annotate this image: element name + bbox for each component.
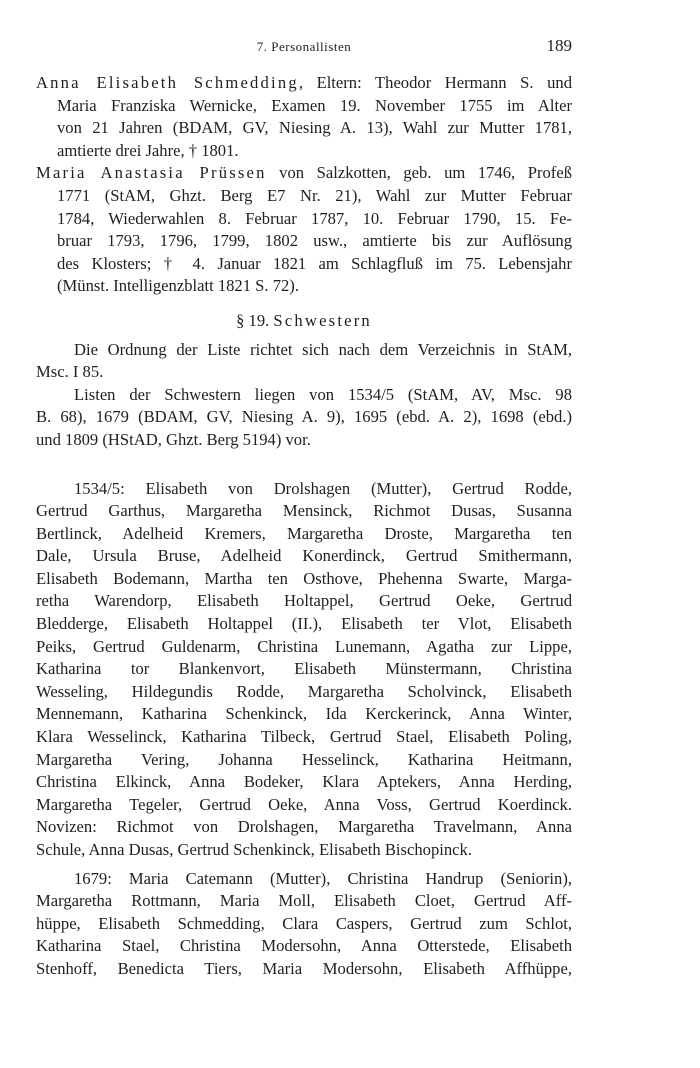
person-name: Maria Anastasia Prüssen (36, 163, 267, 183)
paragraph (36, 339, 572, 384)
text-line: Mennemann, Katharina Schenkinck, Ida Kerckerinck, Anna Winter, (36, 704, 572, 724)
text-line: Peiks, Gertrud Guldenarm, Christina Lunemann, Agatha zur Lippe, (36, 636, 572, 656)
text-line: amtierte drei Jahre, † 1801. (57, 140, 239, 160)
running-head: 7. Personallisten (256, 39, 352, 54)
page-body (36, 72, 572, 981)
text-line: Gertrud Garthus, Margaretha Mensinck, Richmot Dusas, Susanna (36, 501, 572, 521)
text-line: 1534/5: Elisabeth von Drolshagen (Mutter), Gertrud Rodde, (74, 478, 572, 498)
list-entry (36, 162, 572, 298)
text-line: Bledderge, Elisabeth Holtappel (II.), Elisabeth ter Vlot, Elisabeth (36, 614, 572, 634)
text-line: 1784, Wiederwahlen 8. Februar 1787, 10. Februar 1790, 15. Fe- (57, 208, 572, 228)
text-line: von 21 Jahren (BDAM, GV, Niesing A. 13), Wahl zur Mutter 1781, (57, 118, 572, 138)
text-line: hüppe, Elisabeth Schmedding, Clara Caspers, Gertrud zum Schlot, (36, 913, 572, 933)
text-line: bruar 1793, 1796, 1799, 1802 usw., amtierte bis zur Auflösung (57, 231, 572, 251)
text-line: Die Ordnung der Liste richtet sich nach dem Verzeichnis in StAM, (74, 339, 572, 359)
paragraph-list-1534 (36, 478, 572, 862)
text-line: Margaretha Vering, Johanna Hesselinck, Katharina Heitmann, (36, 749, 572, 769)
text-line: 1679: Maria Catemann (Mutter), Christina Handrup (Seniorin), (74, 868, 572, 888)
text-line: Margaretha Tegeler, Gertrud Oeke, Anna Voss, Gertrud Koerdinck. (36, 794, 572, 814)
text-line: Klara Wesselinck, Katharina Tilbeck, Gertrud Stael, Elisabeth Poling, (36, 727, 572, 747)
text-line: Maria Anastasia Prüssen von Salzkotten, geb. um 1746, Profeß (36, 163, 572, 183)
text-line: Maria Franziska Wernicke, Examen 19. November 1755 im Alter (57, 95, 572, 115)
text-line: Margaretha Rottmann, Maria Moll, Elisabeth Cloet, Gertrud Aff- (36, 891, 572, 911)
list-entry (36, 72, 572, 162)
text-line: Bertlinck, Adelheid Kremers, Margaretha Droste, Margaretha ten (36, 523, 572, 543)
text-line: Novizen: Richmot von Drolshagen, Margaretha Travelmann, Anna (36, 817, 572, 837)
text-line: Anna Elisabeth Schmedding, Eltern: Theodor Hermann S. und (36, 73, 572, 92)
text-line: Christina Elkinck, Anna Bodeker, Klara Aptekers, Anna Herding, (36, 772, 572, 792)
page-number: 189 (546, 36, 572, 55)
section-title: Schwestern (273, 310, 372, 330)
person-name: Anna Elisabeth Schmedding (36, 73, 299, 92)
text-line: und 1809 (HStAD, Ghzt. Berg 5194) vor. (36, 429, 311, 449)
text-line: Katharina Stael, Christina Modersohn, Anna Otterstede, Elisabeth (36, 936, 572, 956)
text-line: (Münst. Intelligenzblatt 1821 S. 72). (57, 276, 299, 296)
text-line: Dale, Ursula Bruse, Adelheid Konerdinck, Gertrud Smithermann, (36, 546, 572, 566)
paragraph-list-1679 (36, 868, 572, 981)
text-line: des Klosters; † 4. Januar 1821 am Schlagfluß im 75. Lebensjahr (57, 253, 572, 273)
section-number: § 19. (236, 310, 270, 330)
text-line: B. 68), 1679 (BDAM, GV, Niesing A. 9), 1695 (ebd. A. 2), 1698 (ebd.) (36, 407, 572, 427)
text-line: Listen der Schwestern liegen von 1534/5 (StAM, AV, Msc. 98 (74, 384, 572, 404)
paragraph (36, 384, 572, 452)
text-line: Wesseling, Hildegundis Rodde, Margaretha Scholvinck, Elisabeth (36, 681, 572, 701)
section-heading (36, 310, 572, 333)
text-line: Schule, Anna Dusas, Gertrud Schenkinck, Elisabeth Bischopinck. (36, 840, 472, 859)
page-header (36, 36, 572, 58)
text-line: Katharina tor Blankenvort, Elisabeth Münstermann, Christina (36, 659, 572, 679)
text-line: retha Warendorp, Elisabeth Holtappel, Gertrud Oeke, Gertrud (36, 591, 572, 611)
text-line: Elisabeth Bodemann, Martha ten Osthove, Phehenna Swarte, Marga- (36, 568, 572, 588)
text-line: Stenhoff, Benedicta Tiers, Maria Modersohn, Elisabeth Affhüppe, (36, 958, 572, 978)
text-line: Msc. I 85. (36, 362, 104, 382)
text-line: 1771 (StAM, Ghzt. Berg E7 Nr. 21), Wahl zur Mutter Februar (57, 185, 572, 205)
